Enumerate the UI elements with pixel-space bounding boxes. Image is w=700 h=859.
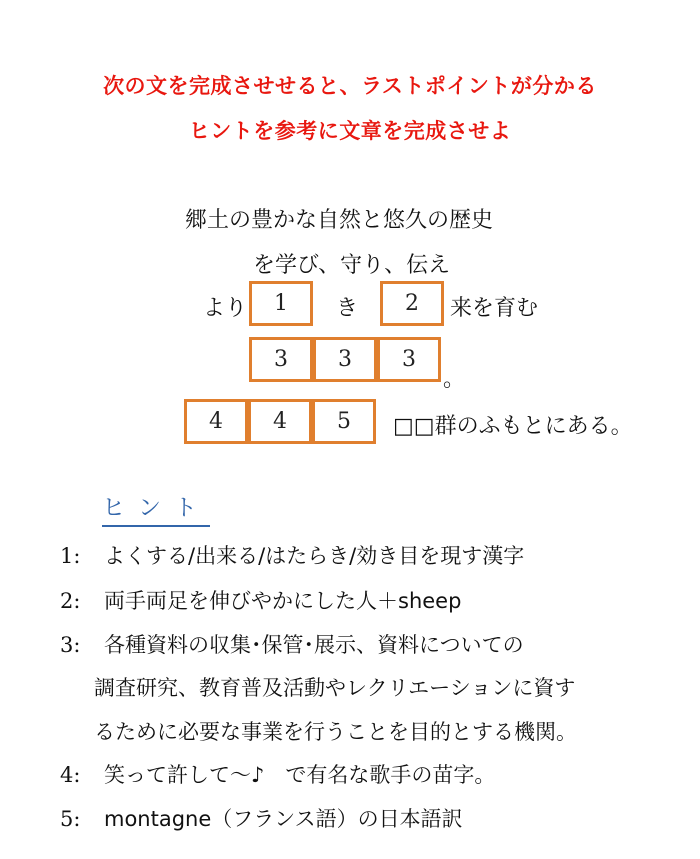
hint-number: 5:	[60, 807, 81, 831]
hint-number: 4:	[60, 763, 81, 787]
hint-text: よくする/出来る/はたらき/効き目を現す漢字	[104, 544, 525, 568]
answer-box-2: 2	[380, 281, 444, 326]
title-line-2: ヒントを参考に文章を完成させよ	[188, 119, 512, 143]
answer-box-3c: 3	[377, 337, 441, 382]
hint-text: 各種資料の収集･保管･展示、資料についての	[104, 633, 524, 657]
hint-item-3-continued-2: るために必要な事業を行うことを目的とする機関。	[94, 720, 577, 744]
hint-item-3	[60, 629, 524, 659]
puzzle-line-1: 郷土の豊かな自然と悠久の歴史	[185, 208, 494, 233]
hint-item-4	[60, 759, 495, 789]
hint-number: 2:	[60, 589, 81, 613]
hint-item-3-continued-1: 調査研究、教育普及活動やレクリエーションに資す	[94, 676, 576, 700]
puzzle-word-ki: き	[336, 296, 359, 321]
puzzle-line-2: を学び、守り、伝え	[253, 253, 451, 278]
answer-box-1: 1	[249, 281, 313, 326]
answer-box-4b: 4	[248, 399, 312, 444]
hint-item-5	[60, 803, 463, 833]
puzzle-word-rai: 来を育む	[450, 296, 539, 321]
hint-text: 笑って許して～♪ で有名な歌手の苗字。	[104, 763, 496, 787]
hint-number: 3:	[60, 633, 81, 657]
puzzle-period: 。	[443, 367, 466, 392]
answer-box-5: 5	[312, 399, 376, 444]
puzzle-tail: □□群のふもとにある。	[393, 414, 633, 439]
puzzle-word-yori: より	[203, 296, 248, 321]
hint-item-2	[60, 585, 461, 615]
hint-item-1	[60, 540, 524, 570]
answer-box-3a: 3	[249, 337, 313, 382]
answer-box-4a: 4	[184, 399, 248, 444]
hint-text: 両手両足を伸びやかにした人＋sheep	[104, 589, 462, 613]
hint-text: montagne（フランス語）の日本語訳	[104, 807, 463, 831]
answer-box-3b: 3	[313, 337, 377, 382]
title-line-1: 次の文を完成させせると、ラストポイントが分かる	[103, 74, 597, 98]
hint-heading: ヒント	[102, 493, 210, 527]
hint-number: 1:	[60, 544, 81, 568]
